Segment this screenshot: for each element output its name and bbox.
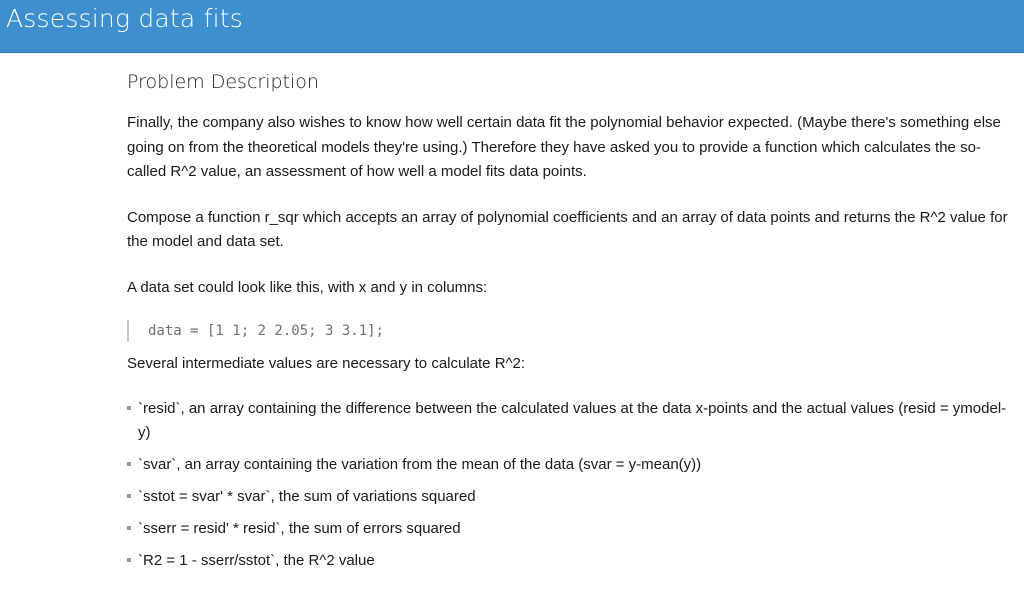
list-item-text: `resid`, an array containing the difference between the calculated values at the data x-points and the actual values (resid = ymodel-y) — [138, 399, 1007, 441]
task-paragraph: Compose a function r_sqr which accepts an array of polynomial coefficients and an array of data points and returns the R^2 value for the model and data set. — [127, 208, 1008, 250]
bullet-icon — [127, 494, 131, 498]
code-block: data = [1 1; 2 2.05; 3 3.1]; — [127, 320, 1012, 342]
bullet-icon — [127, 526, 131, 530]
list-item — [127, 453, 1012, 478]
list-item-text: `svar`, an array containing the variation from the mean of the data (svar = y-mean(y)) — [138, 456, 702, 473]
intermediate-paragraph: Several intermediate values are necessary to calculate R^2: — [127, 355, 526, 372]
page-header — [0, 0, 1024, 53]
list-item — [127, 485, 1012, 510]
bullet-icon — [127, 558, 131, 562]
list-item-text: `sserr = resid' * resid`, the sum of errors squared — [138, 520, 461, 537]
list-item — [127, 397, 1012, 446]
intro-paragraph: Finally, the company also wishes to know how well certain data fit the polynomial behavior expected. (Maybe there's something else going on from the theoretical models they're using.) Therefore they have asked you to provide a function which calculates the so-called R^2 value, an assessment of how well a model fits data points. — [127, 114, 1001, 180]
bullet-icon — [127, 462, 131, 466]
page-title: Assessing data fits — [6, 4, 243, 33]
list-item — [127, 549, 1012, 574]
list-item — [127, 517, 1012, 542]
section-title: Problem Description — [127, 71, 319, 93]
dataset-paragraph: A data set could look like this, with x and y in columns: — [127, 278, 488, 296]
list-item-text: `sstot = svar' * svar`, the sum of variations squared — [138, 488, 476, 505]
problem-content — [127, 66, 1012, 581]
intermediate-values-list — [127, 397, 1012, 574]
list-item-text: `R2 = 1 - sserr/sstot`, the R^2 value — [138, 552, 375, 569]
bullet-icon — [127, 406, 131, 410]
